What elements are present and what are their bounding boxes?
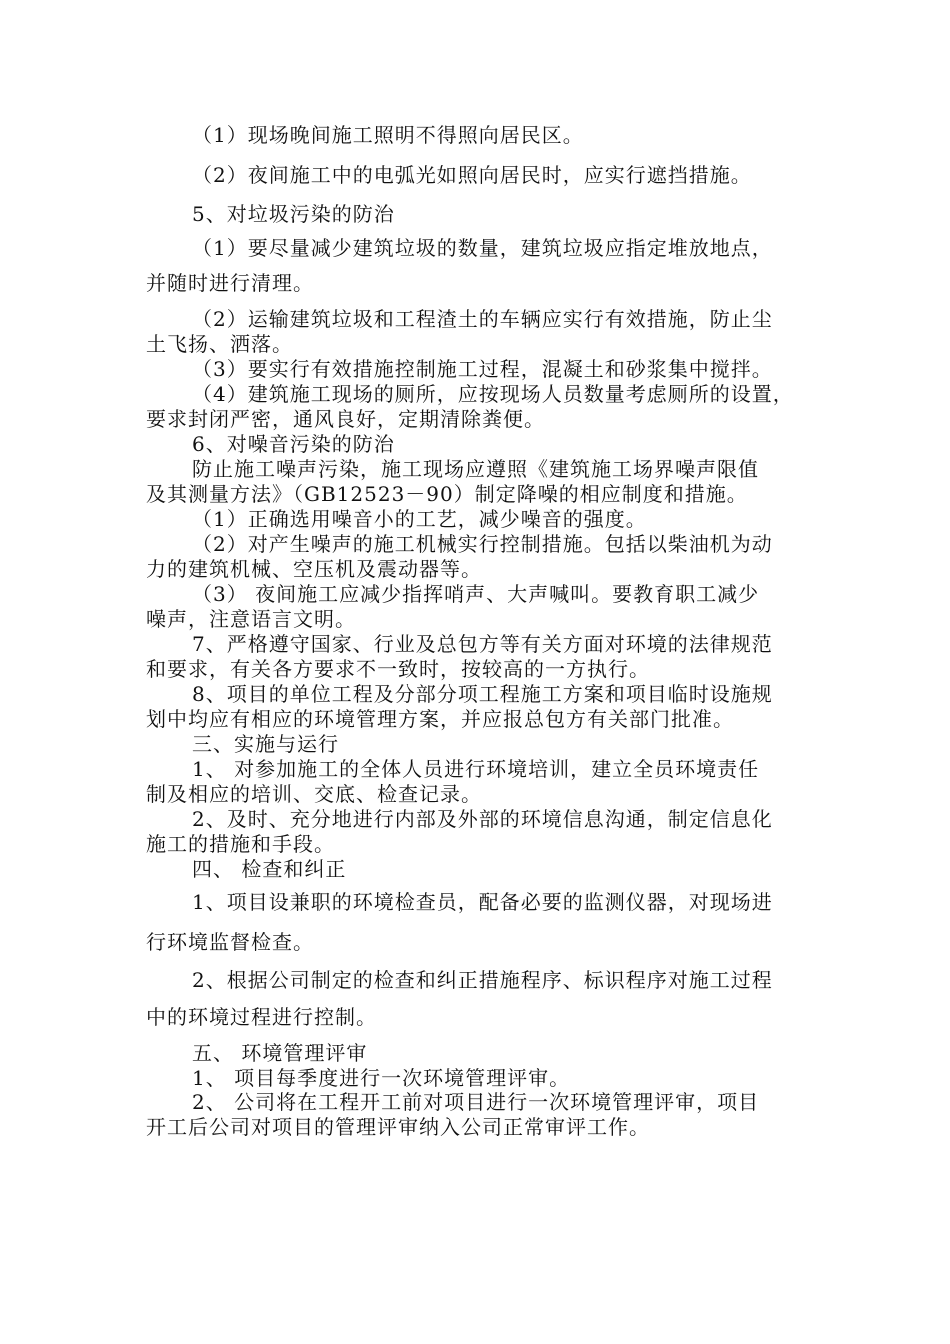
paragraph-line: 2、及时、充分地进行内部及外部的环境信息沟通，制定信息化 (192, 807, 773, 831)
paragraph-line: 土飞扬、洒落。 (146, 332, 293, 356)
paragraph-line: 力的建筑机械、空压机及震动器等。 (146, 557, 482, 581)
section-heading: 三、实施与运行 (192, 732, 339, 756)
paragraph-line: （1）现场晚间施工照明不得照向居民区。 (192, 123, 584, 147)
paragraph-line: （3） 夜间施工应减少指挥哨声、大声喊叫。要教育职工减少 (192, 582, 760, 606)
paragraph-line: 1、 项目每季度进行一次环境管理评审。 (192, 1066, 571, 1090)
paragraph-line: （1）正确选用噪音小的工艺，减少噪音的强度。 (192, 507, 647, 531)
paragraph-line: 划中均应有相应的环境管理方案，并应报总包方有关部门批准。 (146, 707, 734, 731)
section-heading: 四、 检查和纠正 (192, 857, 347, 881)
paragraph-line: （4）建筑施工现场的厕所，应按现场人员数量考虑厕所的设置， (192, 382, 794, 406)
paragraph-line: 制及相应的培训、交底、检查记录。 (146, 782, 482, 806)
paragraph-line: 中的环境过程进行控制。 (146, 1005, 377, 1029)
paragraph-line: （2）夜间施工中的电弧光如照向居民时，应实行遮挡措施。 (192, 163, 752, 187)
paragraph-line: 开工后公司对项目的管理评审纳入公司正常审评工作。 (146, 1115, 650, 1139)
paragraph-line: 1、 对参加施工的全体人员进行环境培训，建立全员环境责任 (192, 757, 760, 781)
section-heading: 五、 环境管理评审 (192, 1041, 368, 1065)
paragraph-line: 2、 公司将在工程开工前对项目进行一次环境管理评审，项目 (192, 1090, 760, 1114)
paragraph-line: 及其测量方法》（GB12523－90）制定降噪的相应制度和措施。 (146, 482, 748, 506)
paragraph-line: （3）要实行有效措施控制施工过程，混凝土和砂浆集中搅拌。 (192, 357, 773, 381)
paragraph-line: 行环境监督检查。 (146, 930, 314, 954)
paragraph-line: （1）要尽量减少建筑垃圾的数量，建筑垃圾应指定堆放地点， (192, 236, 773, 260)
paragraph-line: （2）运输建筑垃圾和工程渣土的车辆应实行有效措施，防止尘 (192, 307, 773, 331)
paragraph-line: 和要求，有关各方要求不一致时，按较高的一方执行。 (146, 657, 650, 681)
paragraph-line: 1、项目设兼职的环境检查员，配备必要的监测仪器，对现场进 (192, 890, 773, 914)
paragraph-line: 并随时进行清理。 (146, 271, 314, 295)
paragraph-line: 2、根据公司制定的检查和纠正措施程序、标识程序对施工过程 (192, 968, 773, 992)
paragraph-line: 防止施工噪声污染，施工现场应遵照《建筑施工场界噪声限值 (192, 457, 759, 481)
paragraph-line: 施工的措施和手段。 (146, 832, 335, 856)
section-heading: 5、对垃圾污染的防治 (192, 202, 395, 226)
paragraph-line: （2）对产生噪声的施工机械实行控制措施。包括以柴油机为动 (192, 532, 773, 556)
paragraph-line: 8、项目的单位工程及分部分项工程施工方案和项目临时设施规 (192, 682, 773, 706)
paragraph-line: 7、严格遵守国家、行业及总包方等有关方面对环境的法律规范 (192, 632, 773, 656)
paragraph-line: 要求封闭严密，通风良好，定期清除粪便。 (146, 407, 545, 431)
section-heading: 6、对噪音污染的防治 (192, 432, 395, 456)
paragraph-line: 噪声，注意语言文明。 (146, 607, 356, 631)
